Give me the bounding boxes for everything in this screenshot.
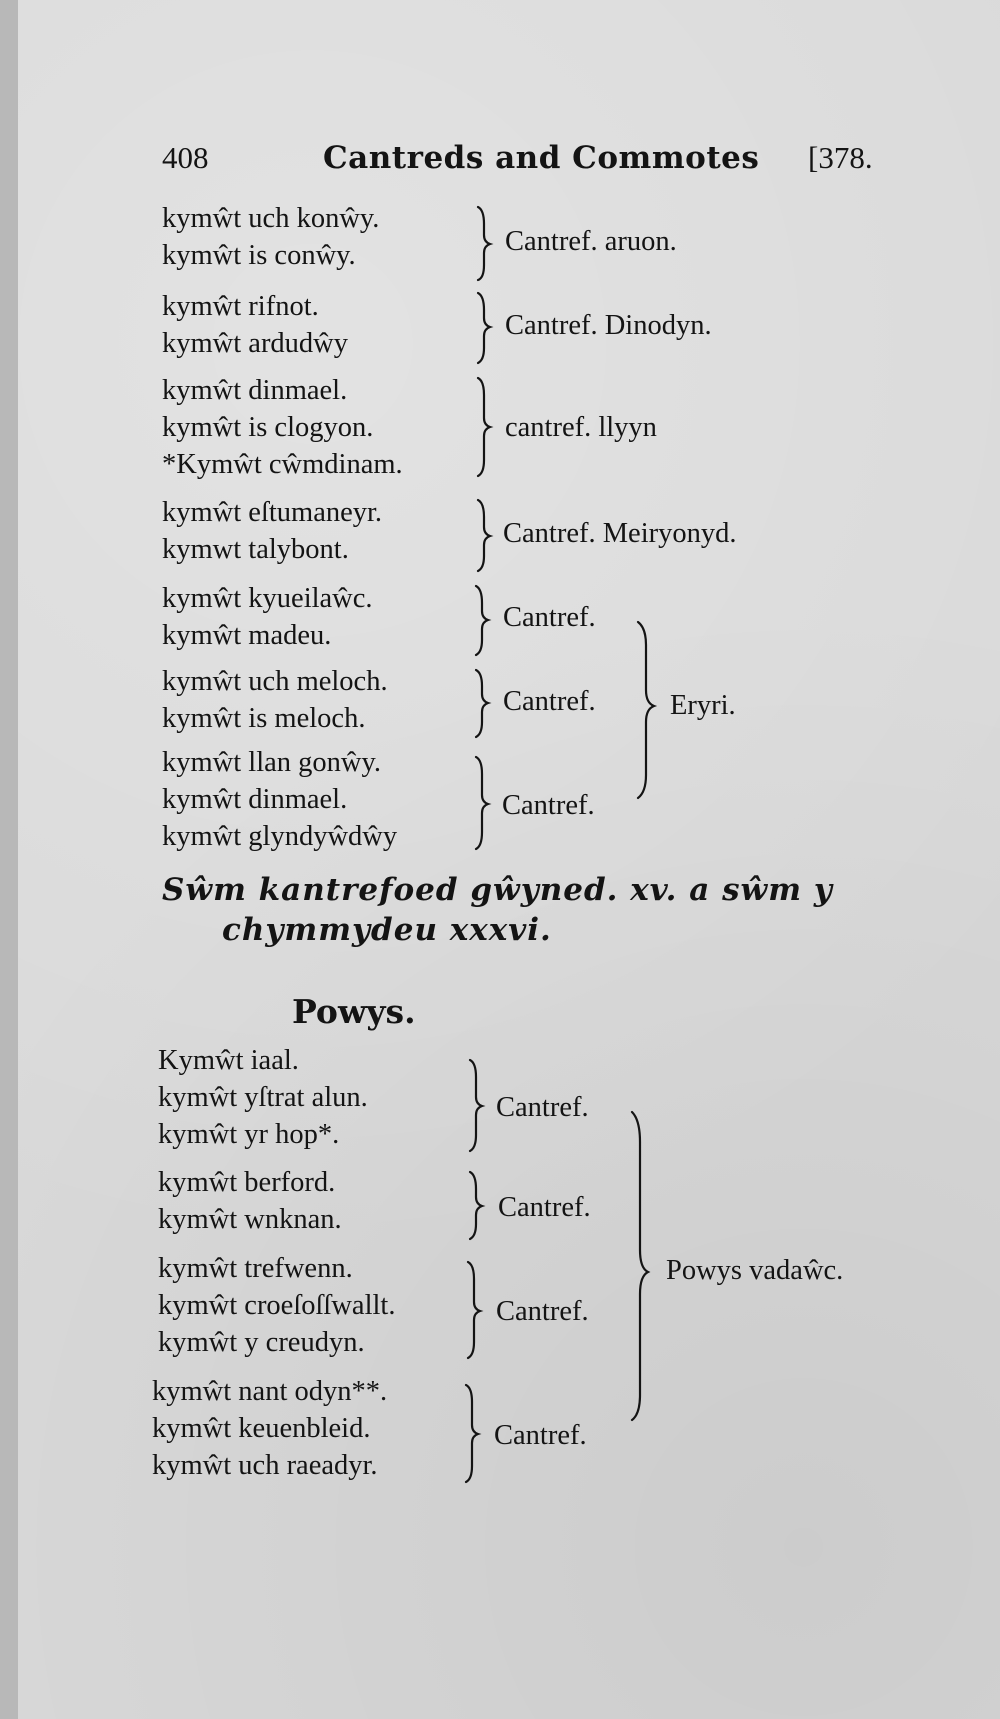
commote-entry: kymŵt kyueilaŵc. (162, 583, 373, 614)
region-brace (18, 0, 19, 1)
cantref-label: Cantref. (502, 790, 595, 821)
commote-entry: kymŵt uch raeadyr. (152, 1450, 378, 1481)
running-title: Cantreds and Commotes (323, 140, 760, 176)
commote-entry: kymŵt dinmael. (162, 784, 348, 815)
commote-entry: kymŵt yſtrat alun. (158, 1082, 368, 1113)
commote-entry: kymŵt dinmael. (162, 375, 348, 406)
commote-group (152, 1373, 387, 1484)
commote-entry: kymwt talybont. (162, 534, 349, 565)
commote-entry: Kymŵt iaal. (158, 1045, 299, 1076)
cantref-label: Cantref. Meiryonyd. (503, 518, 737, 549)
commote-entry: kymŵt is clogyon. (162, 412, 374, 443)
commote-entry: kymŵt croeſoſſwallt. (158, 1290, 396, 1321)
cantref-label: Cantref. (496, 1296, 589, 1327)
commote-entry: kymŵt uch konŵy. (162, 203, 380, 234)
commote-group (162, 372, 403, 483)
summary-line: chymmydeu xxxvi. (222, 912, 552, 948)
section-heading: Powys. (292, 992, 416, 1031)
cantref-label: Cantref. (494, 1420, 587, 1451)
section-reference: [378. (808, 140, 873, 175)
commote-group (162, 288, 348, 362)
commote-entry: kymŵt yr hop*. (158, 1119, 340, 1150)
commote-group (162, 744, 397, 855)
commote-entry: kymŵt is meloch. (162, 703, 366, 734)
commote-entry: kymŵt madeu. (162, 620, 332, 651)
commote-group (162, 663, 388, 737)
commote-group (158, 1164, 342, 1238)
commote-group (162, 200, 379, 274)
commote-entry: kymŵt trefwenn. (158, 1253, 353, 1284)
cantref-label: Cantref. (496, 1092, 589, 1123)
commote-group (158, 1250, 395, 1361)
commote-entry: kymŵt berford. (158, 1167, 336, 1198)
summary-line: Sŵm kantrefoed gŵyned. xv. a sŵm y (162, 872, 833, 908)
commote-entry: kymŵt llan gonŵy. (162, 747, 382, 778)
commote-group (158, 1042, 368, 1153)
cantref-label: Cantref. (503, 686, 596, 717)
cantref-label: cantref. llyyn (505, 412, 657, 443)
cantref-label: Cantref. aruon. (505, 226, 677, 257)
commote-entry: kymŵt keuenbleid. (152, 1413, 371, 1444)
cantref-label: Cantref. (498, 1192, 591, 1223)
region-label: Eryri. (670, 690, 736, 721)
commote-entry: kymŵt uch meloch. (162, 666, 388, 697)
book-page (18, 0, 1000, 1719)
commote-entry: kymŵt is conŵy. (162, 240, 356, 271)
page-number: 408 (162, 140, 209, 175)
commote-entry: kymŵt ardudŵy (162, 328, 349, 359)
cantref-label: Cantref. Dinodyn. (505, 310, 712, 341)
cantref-label: Cantref. (503, 602, 596, 633)
commote-entry: kymŵt eſtumaneyr. (162, 497, 383, 528)
commote-entry: kymŵt nant odyn**. (152, 1376, 388, 1407)
commote-group (162, 580, 373, 654)
commote-entry: kymŵt y creudyn. (158, 1327, 365, 1358)
commote-group (162, 494, 382, 568)
commote-entry: kymŵt wnknan. (158, 1204, 342, 1235)
commote-entry: kymŵt glyndyŵdŵy (162, 821, 398, 852)
commote-entry: *Kymŵt cŵmdinam. (162, 449, 403, 480)
region-label: Powys vadaŵc. (666, 1255, 844, 1286)
commote-entry: kymŵt rifnot. (162, 291, 319, 322)
